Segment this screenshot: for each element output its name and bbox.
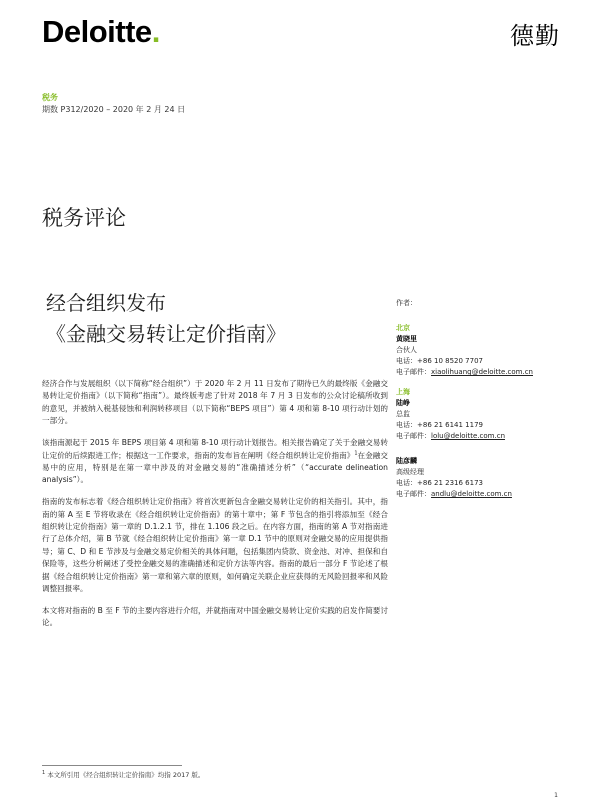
phone-value: +86 10 8520 7707 <box>417 357 483 365</box>
contact-card <box>396 456 576 500</box>
footnote-ref[interactable]: 1 <box>354 450 358 456</box>
logo-chinese: 德勤 <box>510 22 560 50</box>
contact-title: 高级经理 <box>396 468 424 476</box>
phone-label: 电话： <box>396 421 417 429</box>
article-title-line1: 经合组织发布 <box>46 291 166 315</box>
email-link[interactable]: xiaolihuang@deloitte.com.cn <box>431 368 533 376</box>
phone-label: 电话： <box>396 479 417 487</box>
article-title-line2: 《金融交易转让定价指南》 <box>46 322 286 346</box>
contact-email <box>396 489 576 500</box>
contact-phone <box>396 420 576 431</box>
contact-email <box>396 431 576 442</box>
article-body <box>42 378 388 639</box>
authors-sidebar <box>396 298 576 509</box>
contact-card <box>396 387 576 442</box>
paragraph-2 <box>42 437 388 487</box>
contact-card <box>396 323 576 378</box>
email-label: 电子邮件： <box>396 490 431 498</box>
contact-name: 陆彦麟 <box>396 457 417 465</box>
footnote <box>42 770 204 779</box>
issue-info: 期数 P312/2020 – 2020 年 2 月 24 日 <box>42 105 186 114</box>
contact-title: 合伙人 <box>396 346 417 354</box>
email-label: 电子邮件： <box>396 368 431 376</box>
phone-label: 电话： <box>396 357 417 365</box>
contact-name: 陆峥 <box>396 399 410 407</box>
contact-phone <box>396 478 576 489</box>
article-title <box>46 288 286 350</box>
footnote-marker: 1 <box>42 769 46 776</box>
contact-title: 总监 <box>396 410 410 418</box>
page-number: 1 <box>554 792 558 799</box>
footnote-text: 本文所引用《经合组织转让定价指南》均指 2017 版。 <box>45 771 205 779</box>
paragraph-2-head: 该指南源起于 2015 年 BEPS 项目第 4 项和第 8-10 项行动计划报告。相关报告确定了关于金融交易转让定价的后续跟进工作；根据这一工作要求，指南的发布旨在阐明《经合组织转让定价指南》 <box>42 438 388 460</box>
contact-email <box>396 367 576 378</box>
contact-city: 上海 <box>396 388 410 396</box>
email-link[interactable]: andlu@deloitte.com.cn <box>431 490 512 498</box>
contact-name: 黄晓里 <box>396 335 417 343</box>
logo-text: Deloitte <box>42 14 152 49</box>
contact-city: 北京 <box>396 324 410 332</box>
email-link[interactable]: lolu@deloitte.com.cn <box>431 432 506 440</box>
footnote-divider <box>42 765 182 766</box>
phone-value: +86 21 2316 6173 <box>417 479 483 487</box>
department-label: 税务 <box>42 93 58 102</box>
email-label: 电子邮件： <box>396 432 431 440</box>
paragraph-3: 指南的发布标志着《经合组织转让定价指南》将首次更新包含金融交易转让定价的相关指引。其中，指南的第 A 至 E 节将收录在《经合组织转让定价指南》的第十章中；第 F 节包含的指引将添加至《经合组织转让定价指南》第一章的 D.1.2.1 节，排在 1.106 段之后。在内容方面，指南的第 A 节对指南进行了总体介绍，第 B 节就《经合组织转让定价指南》第一章 D.1 节中的原则对金融交易的应用提供指导；第 C、D 和 E 节涉及与金融交易定价相关的具体问题，包括集团内贷款、资金池、对冲、担保和自保险等，这些分析阐述了受控金融交易的准确描述和定价方法等内容。指南的最后一部分 F 节论述了根据《经合组织转让定价指南》第一章和第六章的原则，如何确定关联企业应获得的无风险回报率和风险调整回报率。 <box>42 497 388 594</box>
authors-label: 作者： <box>396 299 417 307</box>
publication-title: 税务评论 <box>42 206 126 230</box>
deloitte-logo <box>42 14 160 50</box>
logo-dot: . <box>151 14 160 49</box>
paragraph-1: 经济合作与发展组织（以下简称“经合组织”）于 2020 年 2 月 11 日发布了期待已久的最终版《金融交易转让定价指南》（以下简称“指南”）。最终版考虑了针对 2018 年 7 月 3 日发布的公众讨论稿所收到的意见，并被纳入税基侵蚀和利润转移项目（以下简称“BEPS 项目”）第 4 项和第 8-10 项行动计划的一部分。 <box>42 379 388 426</box>
phone-value: +86 21 6141 1179 <box>417 421 483 429</box>
contact-phone <box>396 356 576 367</box>
paragraph-2-tail: 在金融交易中的应用，特别是在第一章中涉及的对金融交易的“准确描述分析”（“accurate delineation analysis”）。 <box>42 450 389 485</box>
paragraph-4: 本文将对指南的 B 至 F 节的主要内容进行介绍，并就指南对中国金融交易转让定价实践的启发作简要讨论。 <box>42 606 388 628</box>
